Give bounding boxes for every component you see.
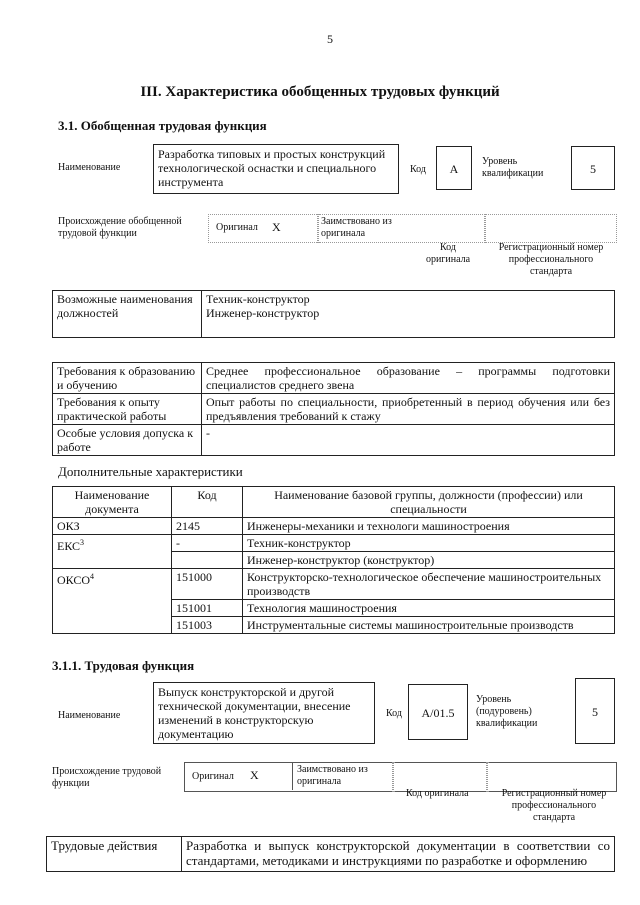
table-row xyxy=(53,394,615,425)
doc-title: Технология машиностроения xyxy=(243,600,615,617)
tf-borrowed-label: Заимствовано из оригинала xyxy=(297,764,368,787)
req-label: Требования к опыту практической работы xyxy=(53,394,202,425)
doc-code: 151001 xyxy=(172,600,243,617)
tf-level-value: 5 xyxy=(575,678,615,744)
divider xyxy=(486,762,488,792)
position-item: Техник-конструктор xyxy=(206,292,310,306)
tf-caption-reg: Регистрационный номер профессионального стандарта xyxy=(501,788,607,823)
gtf-name-label: Наименование xyxy=(58,162,121,173)
req-label: Требования к образованию и обучению xyxy=(53,363,202,394)
footnote-mark: 3 xyxy=(80,538,85,547)
doc-title: Инструментальные системы машиностроительные производств xyxy=(243,617,615,634)
extra-table xyxy=(52,486,615,634)
doc-title: Техник-конструктор xyxy=(243,535,615,552)
positions-table xyxy=(52,290,615,338)
doc-code xyxy=(172,552,243,569)
table-row xyxy=(53,425,615,456)
doc-code: 151003 xyxy=(172,617,243,634)
doc-title: Конструкторско-технологическое обеспечение машиностроительных производств xyxy=(243,569,615,600)
requirements-table xyxy=(52,362,615,456)
actions-label: Трудовые действия xyxy=(47,837,182,872)
table-row xyxy=(53,363,615,394)
req-value: - xyxy=(202,425,615,456)
gtf-heading: 3.1. Обобщенная трудовая функция xyxy=(58,118,267,133)
divider xyxy=(292,762,293,790)
doc-code: 151000 xyxy=(172,569,243,600)
gtf-code-value: A xyxy=(436,146,472,190)
tf-heading: 3.1.1. Трудовая функция xyxy=(52,658,195,673)
req-value: Опыт работы по специальности, приобретенный в период обучения или без предъявления требований к стажу xyxy=(202,394,615,425)
gtf-borrowed-label: Заимствовано из оригинала xyxy=(321,216,392,239)
actions-table xyxy=(46,836,615,872)
req-value: Среднее профессиональное образование – программы подготовки специалистов среднего звена xyxy=(202,363,615,394)
table-row xyxy=(53,535,615,552)
extra-heading: Дополнительные характеристики xyxy=(58,464,243,479)
doc-code: 2145 xyxy=(172,518,243,535)
req-label: Особые условия допуска к работе xyxy=(53,425,202,456)
positions-label: Возможные наименования должностей xyxy=(53,291,202,338)
gtf-caption-code: Код оригинала xyxy=(425,242,471,265)
col-header: Наименование документа xyxy=(53,487,172,518)
gtf-level-value: 5 xyxy=(571,146,615,190)
doc-name: ЕКС xyxy=(57,539,81,553)
divider xyxy=(392,762,394,792)
tf-original-mark: X xyxy=(250,768,259,782)
tf-level-label: Уровень (подуровень) квалификации xyxy=(476,694,538,729)
tf-original-label: Оригинал xyxy=(192,771,234,782)
gtf-code-label: Код xyxy=(410,164,426,175)
col-header: Код xyxy=(172,487,243,518)
section-title: III. Характеристика обобщенных трудовых функций xyxy=(140,84,500,100)
tf-name-label: Наименование xyxy=(58,710,121,721)
tf-origin-label: Происхождение трудовой функции xyxy=(52,766,162,789)
table-row xyxy=(53,518,615,535)
tf-code-label: Код xyxy=(386,708,402,719)
footnote-mark: 4 xyxy=(90,572,95,581)
page-number: 5 xyxy=(327,32,333,46)
col-header: Наименование базовой группы, должности (профессии) или специальности xyxy=(243,487,615,518)
doc-name: ОКЗ xyxy=(57,519,80,533)
doc-name: ОКСО xyxy=(57,573,91,587)
gtf-caption-reg: Регистрационный номер профессионального стандарта xyxy=(498,242,604,277)
table-row xyxy=(47,837,615,872)
doc-title: Инженеры-механики и технологи машиностроения xyxy=(243,518,615,535)
tf-name-value: Выпуск конструкторской и другой технической документации, внесение изменений в конструкторскую документацию xyxy=(153,682,375,744)
position-item: Инженер-конструктор xyxy=(206,306,320,320)
actions-value: Разработка и выпуск конструкторской документации в соответствии со стандартами, методиками и инструкциями по разработке и оформлению xyxy=(182,837,615,872)
gtf-level-label: Уровень квалификации xyxy=(482,156,544,179)
doc-title: Инженер-конструктор (конструктор) xyxy=(243,552,615,569)
gtf-original-label: Оригинал xyxy=(216,222,258,233)
divider xyxy=(484,214,486,243)
table-row xyxy=(53,569,615,600)
divider xyxy=(317,214,319,243)
tf-caption-code: Код оригинала xyxy=(406,788,469,799)
gtf-origin-label: Происхождение обобщенной трудовой функции xyxy=(58,216,182,239)
doc-code: - xyxy=(172,535,243,552)
tf-code-value: A/01.5 xyxy=(408,684,468,740)
gtf-name-value: Разработка типовых и простых конструкций технологической оснастки и специального инструмента xyxy=(153,144,399,194)
gtf-original-mark: X xyxy=(272,220,281,234)
